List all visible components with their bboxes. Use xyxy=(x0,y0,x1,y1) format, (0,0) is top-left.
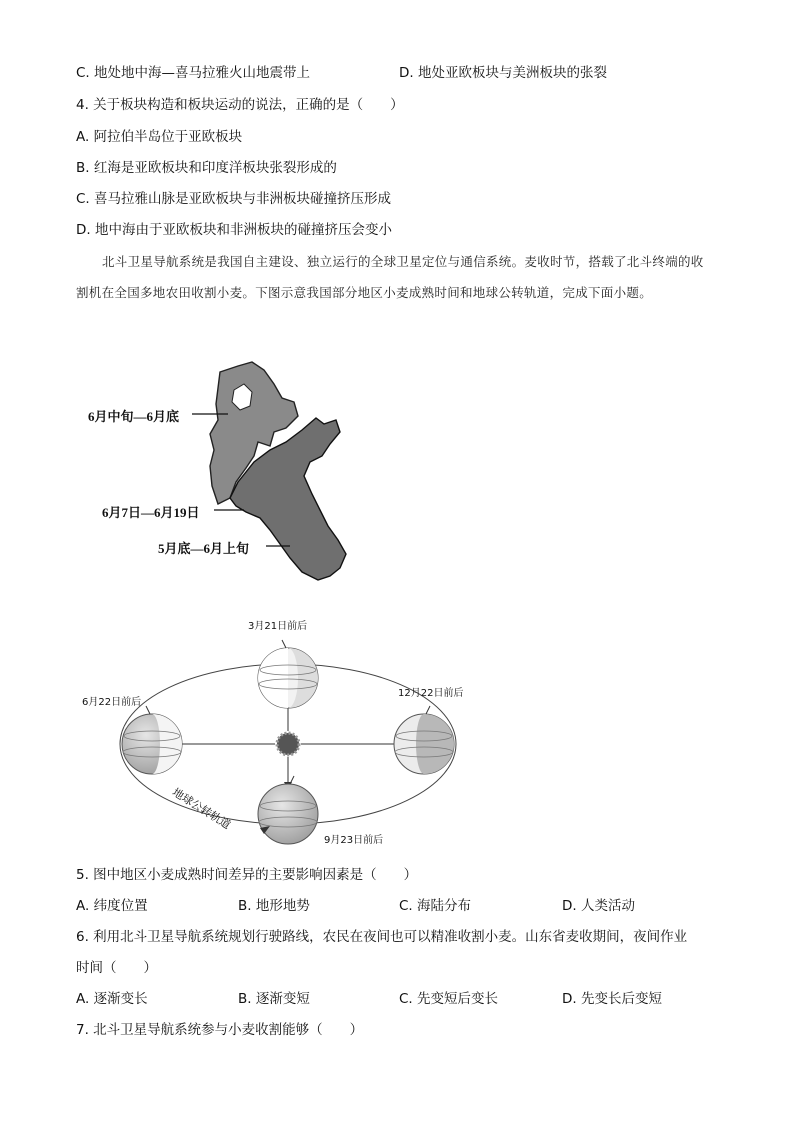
passage-text: 北斗卫星导航系统是我国自主建设、独立运行的全球卫星定位与通信系统。麦收时节，搭载了北斗终端的收割机在全国多地农田收割小麦。下图示意我国部分地区小麦成熟时间和地球公转轨道，完成下面小题。 xyxy=(76,254,704,300)
orbit-label-march: 3月21日前后 xyxy=(248,621,308,632)
earth-march-icon xyxy=(258,640,318,708)
q4-option-b: B. 红海是亚欧板块和印度洋板块张裂形成的 xyxy=(76,160,337,176)
q5-option-d: D. 人类活动 xyxy=(562,898,635,914)
q5-option-a: A. 纬度位置 xyxy=(76,898,148,914)
sun-icon xyxy=(277,733,299,755)
q3-option-d: D. 地处亚欧板块与美洲板块的张裂 xyxy=(399,65,607,81)
q4-option-d: D. 地中海由于亚欧板块和非洲板块的碰撞挤压会变小 xyxy=(76,222,392,238)
orbit-label-december: 12月22日前后 xyxy=(398,688,464,699)
orbit-path-label: 地球公转轨道 xyxy=(170,785,233,832)
q5-option-b: B. 地形地势 xyxy=(238,898,310,914)
q6-stem-line1: 6. 利用北斗卫星导航系统规划行驶路线，农民在夜间也可以精准收割小麦。山东省麦收期间，夜间作业 xyxy=(76,929,688,945)
q6-option-a: A. 逐渐变长 xyxy=(76,991,148,1007)
q5-stem: 5. 图中地区小麦成熟时间差异的主要影响因素是（ ） xyxy=(76,867,418,883)
q5-option-c: C. 海陆分布 xyxy=(399,898,472,914)
q7-stem: 7. 北斗卫星导航系统参与小麦收割能够（ ） xyxy=(76,1022,364,1038)
q6-option-c: C. 先变短后变长 xyxy=(399,991,499,1007)
q6-stem-line2: 时间（ ） xyxy=(76,960,157,976)
q4-stem: 4. 关于板块构造和板块运动的说法，正确的是（ ） xyxy=(76,97,404,113)
orbit-label-june: 6月22日前后 xyxy=(82,697,142,708)
map-label-south: 5月底—6月上旬 xyxy=(158,541,250,556)
q4-option-c: C. 喜马拉雅山脉是亚欧板块与非洲板块碰撞挤压形成 xyxy=(76,191,392,207)
q3-option-c: C. 地处地中海—喜马拉雅火山地震带上 xyxy=(76,65,311,81)
reading-passage xyxy=(76,246,716,308)
orbit-label-september: 9月23日前后 xyxy=(324,835,384,846)
earth-september-icon xyxy=(258,776,318,844)
q4-option-a: A. 阿拉伯半岛位于亚欧板块 xyxy=(76,129,243,145)
q6-option-d: D. 先变长后变短 xyxy=(562,991,662,1007)
q6-option-b: B. 逐渐变短 xyxy=(238,991,310,1007)
earth-orbit-diagram xyxy=(110,632,480,852)
map-label-middle: 6月7日—6月19日 xyxy=(102,505,200,520)
map-label-north: 6月中旬—6月底 xyxy=(88,409,180,424)
